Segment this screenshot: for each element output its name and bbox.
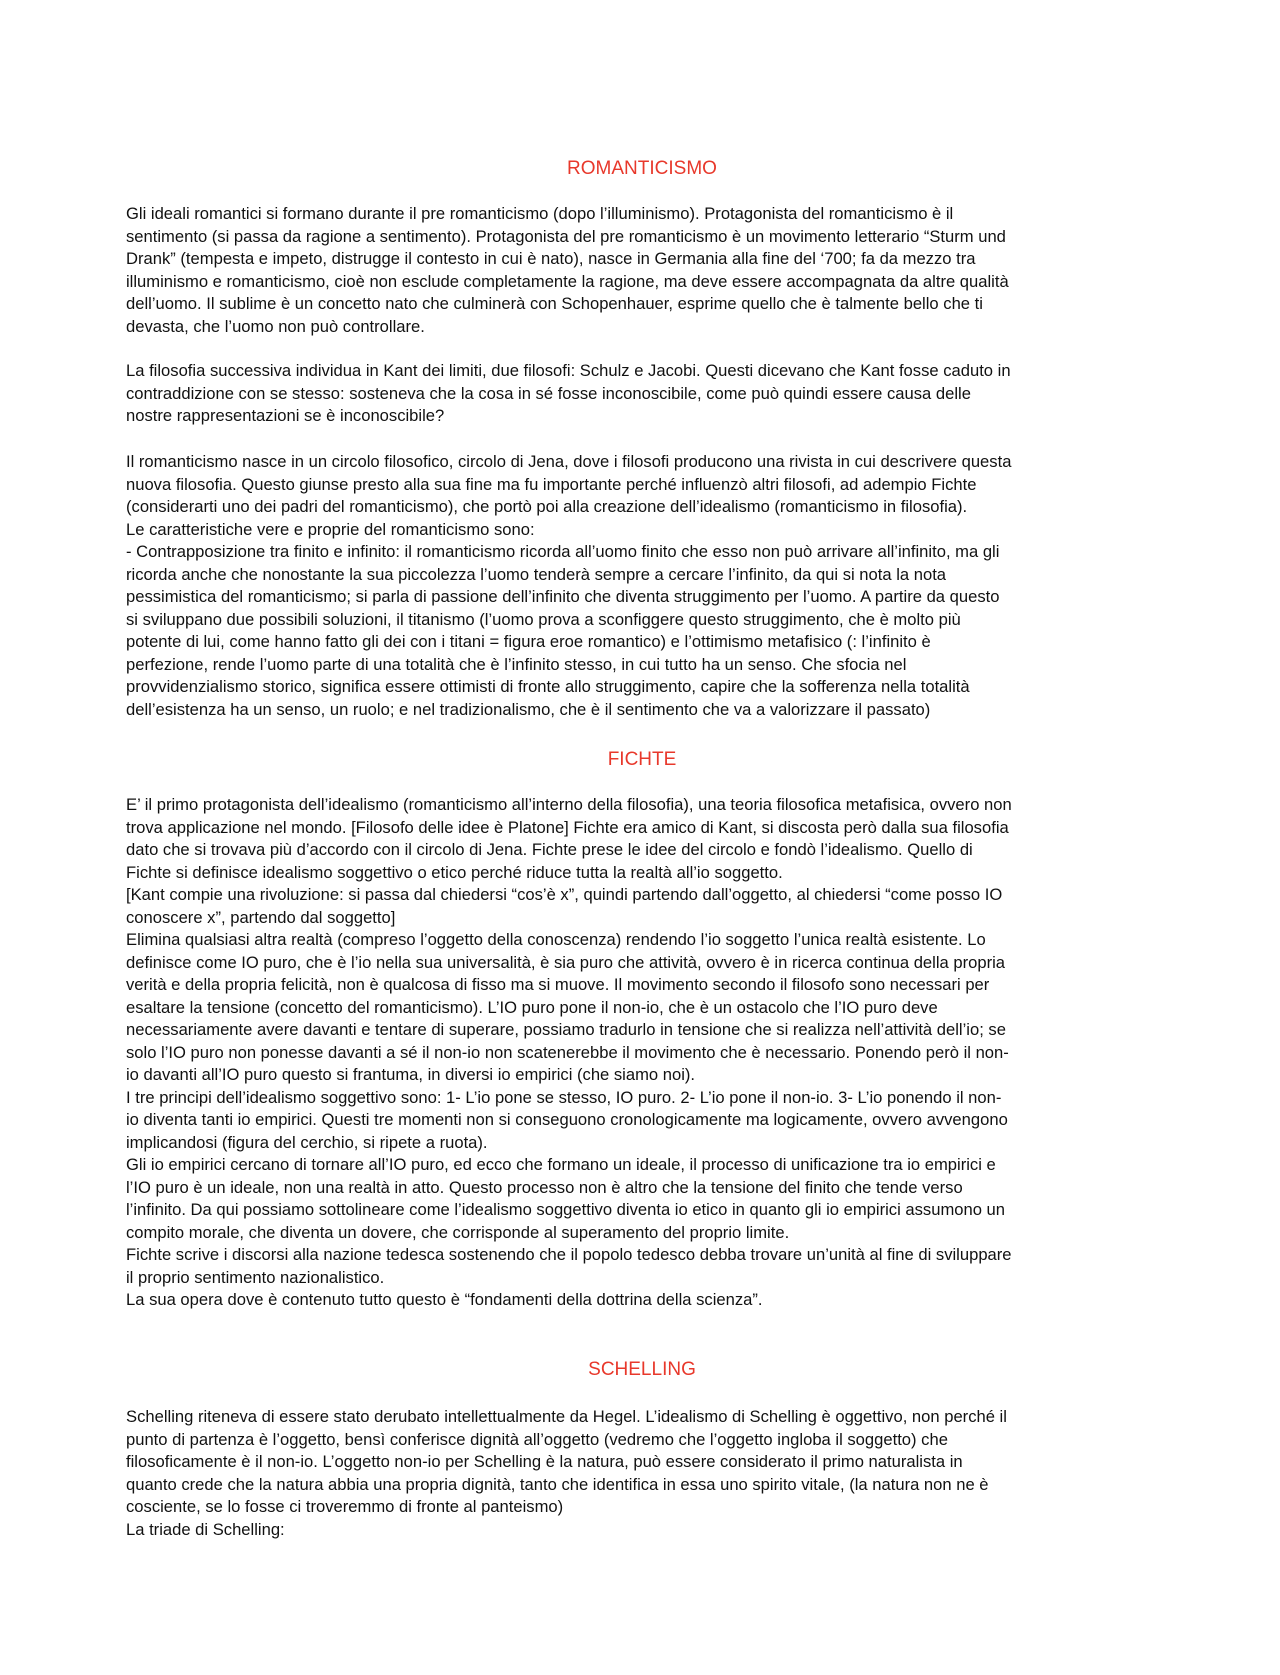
text-line: Gli io empirici cercano di tornare all’IO puro, ed ecco che formano un ideale, il processo di unificazione tra io empirici e — [126, 1155, 996, 1174]
text-line: verità e della propria felicità, non è qualcosa di fisso ma si muove. Il movimento secondo il filosofo sono necessari per — [126, 975, 990, 994]
text-line: Fichte scrive i discorsi alla nazione tedesca sostenendo che il popolo tedesco debba trovare un’unità al fine di sviluppare — [126, 1245, 1012, 1264]
text-line: E’ il primo protagonista dell’idealismo (romanticismo all’interno della filosofia), una teoria filosofica metafisica, ovvero non — [126, 795, 1012, 814]
text-line: I tre principi dell’idealismo soggettivo sono: 1- L’io pone se stesso, IO puro. 2- L’io pone il non-io. 3- L’io ponendo il non- — [126, 1087, 1002, 1107]
text-line: ricorda anche che nonostante la sua piccolezza l’uomo tenderà sempre a cercare l’infinito, da qui si nota la nota — [126, 564, 947, 584]
heading-romanticismo: ROMANTICISMO — [567, 158, 717, 179]
text-line: io davanti all’IO puro questo si frantuma, in diversi io empirici (che siamo noi). — [126, 1065, 696, 1084]
paragraph-romanticismo-2 — [126, 360, 1011, 428]
paragraph-romanticismo-3 — [126, 451, 1011, 721]
text-line: Gli ideali romantici si formano durante il pre romanticismo (dopo l’illuminismo). Protagonista del romanticismo è il — [126, 204, 954, 223]
text-line: sentimento (si passa da ragione a sentimento). Protagonista del pre romanticismo è un movimento letterario “Sturm und — [126, 226, 1006, 246]
text-line: potente di lui, come hanno fatto gli dei con i titani = figura eroe romantico) e l’ottimismo metafisico (: l’infinito è — [126, 632, 931, 651]
text-line: La triade di Schelling: — [126, 1519, 285, 1539]
text-line: Il romanticismo nasce in un circolo filosofico, circolo di Jena, dove i filosofi producono una rivista in cui descrivere questa — [126, 452, 1012, 471]
text-line: conoscere x”, partendo dal soggetto] — [126, 907, 396, 927]
text-line: il proprio sentimento nazionalistico. — [126, 1267, 385, 1287]
text-line: dell’uomo. Il sublime è un concetto nato che culminerà con Schopenhauer, esprime quello che è talmente bello che ti — [126, 294, 983, 313]
text-line: illuminismo e romanticismo, cioè non esclude completamente la ragione, ma deve essere accompagnata da altre qualità — [126, 271, 1009, 291]
text-line: filosoficamente è il non-io. L’oggetto non-io per Schelling è la natura, può essere considerato il primo naturalista in — [126, 1452, 963, 1471]
text-line: - Contrapposizione tra finito e infinito: il romanticismo ricorda all’uomo finito che esso non può arrivare all’infinito, ma gli — [126, 542, 1000, 561]
text-line: Drank” (tempesta e impeto, distrugge il contesto in cui è nato), nasce in Germania alla fine del ‘700; fa da mezzo tra — [126, 249, 976, 268]
text-line: dell’esistenza ha un senso, un ruolo; e nel tradizionalismo, che è il sentimento che va a valorizzare il passato) — [126, 699, 931, 719]
text-line: Elimina qualsiasi altra realtà (compreso l’oggetto della conoscenza) rendendo l’io soggetto l’unica realtà esistente. Lo — [126, 930, 986, 949]
text-line: [Kant compie una rivoluzione: si passa dal chiedersi “cos’è x”, quindi partendo dall’oggetto, al chiedersi “come posso IO — [126, 885, 1003, 904]
paragraph-schelling-1 — [126, 1406, 1007, 1541]
text-line: cosciente, se lo fosse ci troveremmo di fronte al panteismo) — [126, 1497, 564, 1516]
text-line: Le caratteristiche vere e proprie del romanticismo sono: — [126, 519, 535, 539]
text-line: perfezione, rende l’uomo parte di una totalità che è l’infinito stesso, in cui tutto ha un senso. Che sfocia nel — [126, 654, 907, 674]
text-line: pessimistica del romanticismo; si parla di passione dell’infinito che diventa struggimento per l’uomo. A partire da questo — [126, 587, 1000, 606]
heading-fichte: FICHTE — [607, 749, 677, 770]
text-line: l’infinito. Da qui possiamo sottolineare come l’idealismo soggettivo diventa io etico in quanto gli io empirici assumono un — [126, 1200, 1006, 1219]
text-line: implicandosi (figura del cerchio, si ripete a ruota). — [126, 1132, 488, 1152]
paragraph-fichte-1 — [126, 794, 1012, 1312]
text-line: La filosofia successiva individua in Kant dei limiti, due filosofi: Schulz e Jacobi. Questi dicevano che Kant fosse caduto in — [126, 361, 1011, 380]
text-line: punto di partenza è l’oggetto, bensì conferisce dignità all’oggetto (vedremo che l’oggetto ingloba il soggetto) che — [126, 1429, 948, 1449]
text-line: quanto crede che la natura abbia una propria dignità, tanto che identifica in essa uno spirito vitale, (la natura non ne è — [126, 1474, 989, 1494]
text-line: definisce come IO puro, che è l’io nella sua universalità, è sia puro che attività, ovvero è in ricerca continua della propria — [126, 952, 1006, 972]
heading-schelling: SCHELLING — [588, 1359, 696, 1380]
text-line: l’IO puro è un ideale, non una realtà in atto. Questo processo non è altro che la tensione del finito che tende verso — [126, 1177, 963, 1197]
text-line: Fichte si definisce idealismo soggettivo o etico perché riduce tutta la realtà all’io soggetto. — [126, 862, 783, 882]
text-line: Schelling riteneva di essere stato derubato intellettualmente da Hegel. L’idealismo di Schelling è oggettivo, non perché il — [126, 1407, 1007, 1426]
text-line: io diventa tanti io empirici. Questi tre momenti non si conseguono cronologicamente ma logicamente, ovvero avvengono — [126, 1110, 1008, 1129]
text-line: (considerarti uno dei padri del romanticismo), che portò poi alla creazione dell’idealismo (romanticismo in filosofia). — [126, 497, 968, 516]
text-line: nostre rappresentazioni se è inconoscibile? — [126, 406, 445, 425]
text-line: trova applicazione nel mondo. [Filosofo delle idee è Platone] Fichte era amico di Kant, si discosta però dalla sua filosofia — [126, 817, 1009, 837]
paragraph-romanticismo-1 — [126, 203, 1009, 338]
text-line: necessariamente avere davanti e tentare di superare, possiamo tradurlo in tensione che si realizza nell’attività dell’io; se — [126, 1020, 1006, 1039]
text-line: provvidenzialismo storico, significa essere ottimisti di fronte allo struggimento, capire che la sofferenza nella totalità — [126, 677, 970, 696]
text-line: nuova filosofia. Questo giunse presto alla sua fine ma fu importante perché influenzò altri filosofi, ad adempio Fichte — [126, 474, 977, 494]
text-line: devasta, che l’uomo non può controllare. — [126, 316, 425, 336]
text-line: dato che si trovava più d’accordo con il circolo di Jena. Fichte prese le idee del circolo e fondò l’idealismo. Quello di — [126, 840, 973, 859]
text-line: si sviluppano due possibili soluzioni, il titanismo (l’uomo prova a sconfiggere questo struggimento, che è molto più — [126, 609, 961, 629]
text-line: esaltare la tensione (concetto del romanticismo). L’IO puro pone il non-io, che è un ostacolo che l’IO puro deve — [126, 997, 938, 1017]
text-line: La sua opera dove è contenuto tutto questo è “fondamenti della dottrina della scienza”. — [126, 1290, 763, 1309]
text-line: compito morale, che diventa un dovere, che corrisponde al superamento del proprio limite. — [126, 1222, 790, 1242]
text-line: contraddizione con se stesso: sosteneva che la cosa in sé fosse inconoscibile, come può quindi essere causa delle — [126, 383, 971, 403]
text-line: solo l’IO puro non ponesse davanti a sé il non-io non scatenerebbe il movimento che è necessario. Ponendo però il non- — [126, 1042, 1009, 1062]
